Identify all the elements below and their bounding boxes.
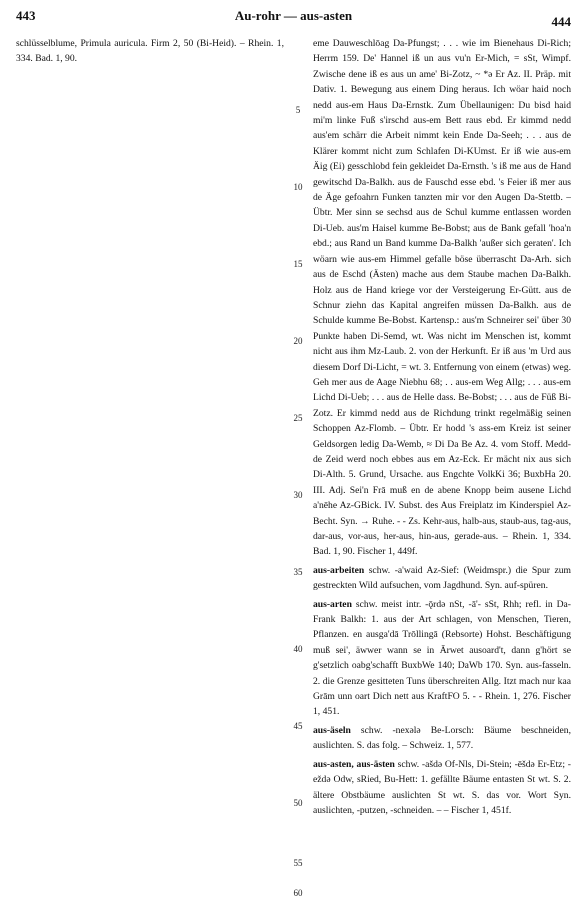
line-number: 50 — [293, 798, 303, 808]
entry-text: schw. meist intr. -ǭrdə nSt, -ā'- sSt, Rhh; refl. in Da-Frank Balkh: 1. aus der Art schlagen, von Menschen, Tieren, Pflanzen. en ausga'dā Trōllingā (Rebsorte) Hohst. Beschäftigung muß sei', äwwer wann se in Ārwet ausoard't, dann g'hört se g'setzlich oabg'schafft BuxbWe 140; DaWb 170. Syn. aus-fasseln. 2. die Grenze gesitteten Tuns überschreiten Allg. Itzt mach nur kaa Grām unn oart Dich nett aus KraftFO 5. - - Rhein. 1, 276. Fischer 1, 451. — [313, 598, 571, 718]
entry-text: schw. -nexələ Be-Lorsch: Bäume beschneiden, auslichten. S. das folg. – Schweiz. 1, 577. — [313, 724, 571, 752]
headword: aus-arten — [313, 598, 352, 610]
entry-aus-asten — [313, 757, 571, 819]
line-number: 40 — [293, 644, 303, 654]
line-number: 25 — [293, 413, 303, 423]
entry-text: eme Dauweschlōag Da-Pfungst; . . . wie im Bienehaus Di-Rich; Herrm 159. De' Hannel iß un aus vu'n Er-Mich, = sSt, Wimpf. Zwische dene iß es aus un ame' Bi-Zotz, ~ *ə Er Az. II. Präp. mit Dativ. 1. Bewegung aus einem Ding heraus. Ich wöar haid noch nedd aus-em Haus Da-Ernstk. Zum Übellaunigen: Du bisd haid mi'm linke Fuß s'irschd aus-em Bett raus ebd. Er kimmd nedd aus'em schärr die Arbeit nimmt kein Ende Da-Seeh; . . . aus de Klärer kommt nicht zum Schlafen Di-KUmst. Er iß wie aus-em Äig (Ei) gesschlobd fein gekleidet Da-Ernsth. 's iß me aus de Hand gewitschd Da-Balkh. aus de Fauschd esse ebd. 's Feier iß mer aus de Äge gefoahrn Funken tanzten mir vor den Augen Da-Stettb. – Übtr. Mer sinn se sechsd aus de Schul kumme entlassen worden Di-Ueb. aus'm Haisel kumme Be-Bobst; aus de Bank gefall 'hoa'n ebd.; aus Rand un Band kumme Da-Balkh 'außer sich geraten'. Ich wöarn wie aus-em Himmel gefalle böse überrascht Da-Arh. sich aus de Eschd (Ästen) mache aus dem Staube machen Da-Balkh. Holz aus de Hand kriege vor der Versteigerung Er-Gütt. aus de Schnur ziehn das Kapital angreifen müssen Da-Balkh. aus de Schulde kumme Be-Bobst. Kartensp.: aus'm Schneirer sei' über 30 Punkte haben Di-Semd, wt. Was nicht im Menschen ist, kommt nicht aus ihm Mz-Laub. 2. von der Herkunft. Er iß aus 'm Urd aus diesem Dorf Di-Licht, = wt. 3. Entfernung von einem (etwas) weg. Geh mer aus de Aage Niebhu 68; . . aus-em Weg Allg; . . . aus-em Lichd Di-Ueb; . . . aus de Helle dass. Be-Bobst; . . . aus de Füß Bi-Zotz. Er kimmd nedd aus de Richdung trinkt regelmäßig seinen Schoppen Az-Flomb. – Übtr. Er hodd 's ass-em Kreiz ist seiner Geldsorgen ledig Da-Wemb, ≈ Di Da Be Az. 4. vom Stoff. Medd-de Zeid werd noch ebbes aus em Az-Eck. Er mächt nix aus sich Di-Alth. 5. Grund, Ursache. aus Engchte VolkKi 36; BuxbHa 20. III. Adj. Sei'n Frā muß en de abene Knopp beim ausene Lichd a'nēhe Az-GBick. IV. Subst. des Aus Freiplatz im Kinderspiel Az-Becht. Syn. → Ruhe. - - Zs. Kehr-aus, halb-aus, staub-aus, tag-aus, dar-aus, vor-aus, her-aus, hin-aus, gerade-aus. – Rhein. 1, 334. Bad. 1, 90. Fischer 1, 449f. — [313, 38, 571, 558]
line-number: 30 — [293, 490, 303, 500]
line-number: 55 — [293, 858, 303, 868]
page-number-left: 443 — [16, 8, 36, 23]
entry-continuation — [16, 36, 284, 67]
line-number: 5 — [295, 105, 301, 115]
entry-aus-arten — [313, 597, 571, 720]
headword: aus-asten, aus-ästen — [313, 758, 395, 770]
page-number-right: 444 — [551, 14, 571, 29]
entry-aus-arbeiten — [313, 563, 571, 594]
line-number: 45 — [293, 721, 303, 731]
entry-text: schw. -a'waid Az-Sief: (Weidmspr.) die Spur zum gestreckten Wild aufsuchen, vom Jagdhund. Syn. auf-spüren. — [313, 564, 571, 592]
line-number: 35 — [293, 567, 303, 577]
headword: aus-äseln — [313, 724, 351, 736]
line-number: 20 — [293, 336, 303, 346]
line-number: 10 — [293, 182, 303, 192]
headword: aus-arbeiten — [313, 564, 365, 576]
left-column — [16, 36, 284, 906]
line-number: 60 — [293, 888, 303, 898]
entry-text: schlüsselblume, Primula auricula. Firm 2, 50 (Bi-Heid). – Rhein. 1, 334. Bad. 1, 90. — [16, 38, 284, 65]
entry-aus-aeseln — [313, 723, 571, 754]
entry-text: schw. -ašdə Of-Nls, Di-Stein; -ēšdə Er-Etz; -eždə Odw, sRied, Bu-Hett: 1. gefällte Bäume entasten St wt. S. 2. ältere Obstbäume auslichten St wt. S. das vor. Wort Syn. auslichten, -putzen, -schneiden. – – Fischer 1, 451f. — [313, 758, 571, 816]
running-title: Au-rohr — aus-asten — [234, 8, 353, 23]
entry-continuation — [313, 36, 571, 560]
line-number-gutter — [286, 36, 310, 906]
line-number: 15 — [293, 259, 303, 269]
right-column — [313, 36, 571, 906]
page-header — [16, 8, 571, 30]
